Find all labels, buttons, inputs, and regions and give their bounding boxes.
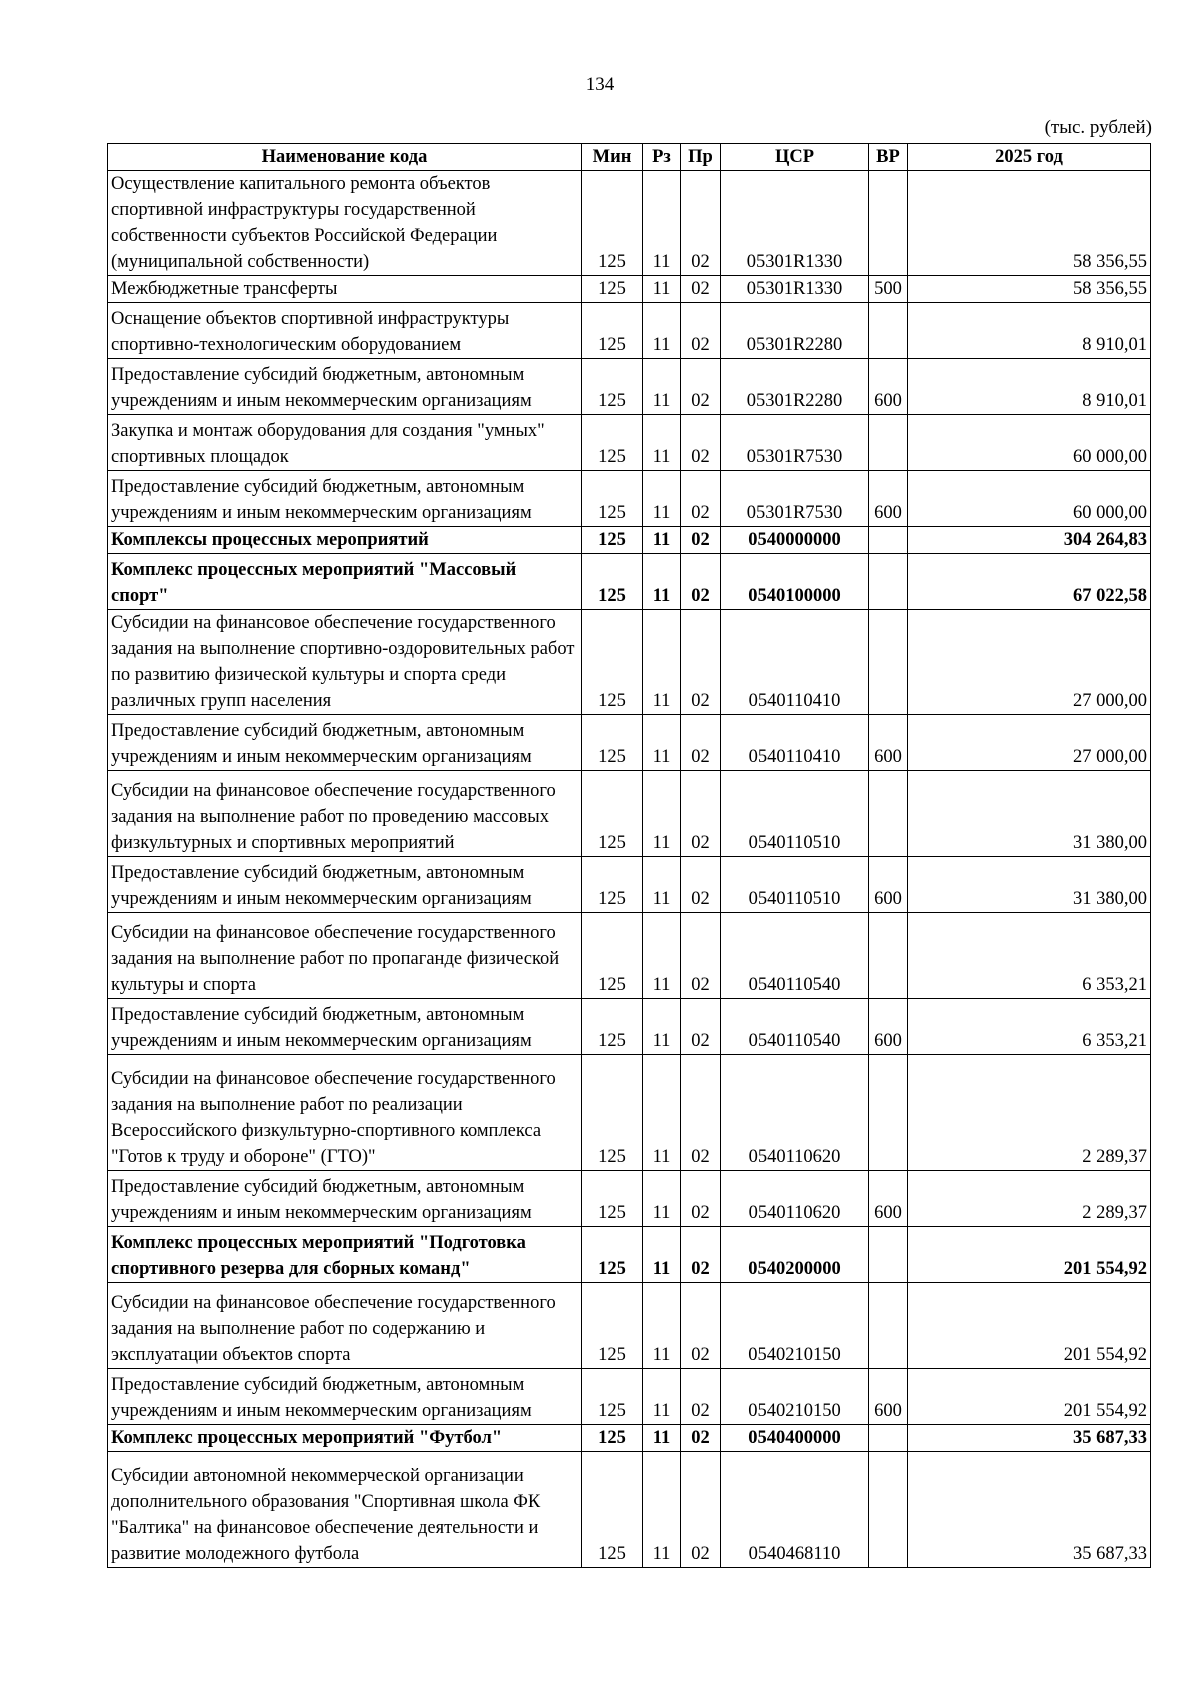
cell-pr: 02 (681, 1452, 721, 1568)
table-row (108, 359, 1151, 415)
cell-min: 125 (582, 1227, 643, 1283)
cell-min: 125 (582, 276, 643, 303)
cell-rz: 11 (643, 1227, 681, 1283)
cell-min: 125 (582, 715, 643, 771)
cell-min: 125 (582, 415, 643, 471)
cell-pr: 02 (681, 610, 721, 715)
cell-pr: 02 (681, 471, 721, 527)
cell-min: 125 (582, 171, 643, 276)
table-row (108, 276, 1151, 303)
cell-min: 125 (582, 610, 643, 715)
cell-csr: 0540468110 (721, 1452, 869, 1568)
cell-rz: 11 (643, 415, 681, 471)
cell-rz: 11 (643, 471, 681, 527)
cell-amount: 2 289,37 (908, 1055, 1151, 1171)
cell-rz: 11 (643, 1055, 681, 1171)
cell-vr: 600 (869, 471, 908, 527)
cell-pr: 02 (681, 1055, 721, 1171)
cell-rz: 11 (643, 359, 681, 415)
cell-min: 125 (582, 1171, 643, 1227)
cell-vr: 600 (869, 1171, 908, 1227)
cell-vr (869, 1283, 908, 1369)
cell-pr: 02 (681, 171, 721, 276)
cell-vr (869, 1227, 908, 1283)
cell-name: Предоставление субсидий бюджетным, автономным учреждениям и иным некоммерческим организациям (108, 999, 582, 1055)
cell-pr: 02 (681, 1369, 721, 1425)
table-row (108, 171, 1151, 276)
cell-vr (869, 171, 908, 276)
cell-rz: 11 (643, 857, 681, 913)
cell-pr: 02 (681, 1171, 721, 1227)
cell-vr: 600 (869, 999, 908, 1055)
cell-name: Комплекс процессных мероприятий "Подготовка спортивного резерва для сборных команд" (108, 1227, 582, 1283)
cell-min: 125 (582, 471, 643, 527)
cell-name: Межбюджетные трансферты (108, 276, 582, 303)
cell-name: Предоставление субсидий бюджетным, автономным учреждениям и иным некоммерческим организациям (108, 1369, 582, 1425)
table-body (108, 171, 1151, 1568)
cell-vr: 500 (869, 276, 908, 303)
cell-rz: 11 (643, 554, 681, 610)
table-row (108, 771, 1151, 857)
cell-rz: 11 (643, 171, 681, 276)
table-row (108, 1369, 1151, 1425)
cell-pr: 02 (681, 527, 721, 554)
cell-vr: 600 (869, 359, 908, 415)
table-row (108, 1055, 1151, 1171)
cell-csr: 0540110620 (721, 1055, 869, 1171)
cell-min: 125 (582, 1452, 643, 1568)
cell-vr (869, 303, 908, 359)
cell-rz: 11 (643, 527, 681, 554)
table-row (108, 1171, 1151, 1227)
cell-rz: 11 (643, 276, 681, 303)
cell-vr (869, 1055, 908, 1171)
cell-name: Субсидии на финансовое обеспечение государственного задания на выполнение работ по содержанию и эксплуатации объектов спорта (108, 1283, 582, 1369)
cell-csr: 0540000000 (721, 527, 869, 554)
cell-amount: 58 356,55 (908, 171, 1151, 276)
cell-min: 125 (582, 527, 643, 554)
cell-pr: 02 (681, 303, 721, 359)
cell-amount: 27 000,00 (908, 610, 1151, 715)
cell-csr: 0540210150 (721, 1283, 869, 1369)
cell-vr: 600 (869, 715, 908, 771)
cell-amount: 8 910,01 (908, 303, 1151, 359)
cell-rz: 11 (643, 1171, 681, 1227)
cell-rz: 11 (643, 771, 681, 857)
header-csr: ЦСР (721, 144, 869, 171)
cell-vr (869, 554, 908, 610)
cell-pr: 02 (681, 913, 721, 999)
cell-rz: 11 (643, 303, 681, 359)
cell-name: Субсидии на финансовое обеспечение государственного задания на выполнение спортивно-оздоровительных работ по развитию физической культуры и спорта среди различных групп населения (108, 610, 582, 715)
cell-csr: 0540110510 (721, 771, 869, 857)
cell-csr: 05301R7530 (721, 415, 869, 471)
cell-name: Субсидии на финансовое обеспечение государственного задания на выполнение работ по реализации Всероссийского физкультурно-спортивного комплекса "Готов к труду и обороне" (ГТО)" (108, 1055, 582, 1171)
cell-pr: 02 (681, 715, 721, 771)
cell-amount: 58 356,55 (908, 276, 1151, 303)
cell-name: Субсидии на финансовое обеспечение государственного задания на выполнение работ по проведению массовых физкультурных и спортивных мероприятий (108, 771, 582, 857)
cell-vr (869, 1452, 908, 1568)
cell-name: Субсидии автономной некоммерческой организации дополнительного образования "Спортивная школа ФК "Балтика" на финансовое обеспечение деятельности и развитие молодежного футбола (108, 1452, 582, 1568)
cell-csr: 0540110410 (721, 610, 869, 715)
table-row (108, 303, 1151, 359)
cell-pr: 02 (681, 415, 721, 471)
table-row (108, 1227, 1151, 1283)
cell-vr (869, 1425, 908, 1452)
table-row (108, 715, 1151, 771)
table-row (108, 1452, 1151, 1568)
table-row (108, 554, 1151, 610)
cell-name: Осуществление капитального ремонта объектов спортивной инфраструктуры государственной собственности субъектов Российской Федерации (муниципальной собственности) (108, 171, 582, 276)
cell-name: Субсидии на финансовое обеспечение государственного задания на выполнение работ по пропаганде физической культуры и спорта (108, 913, 582, 999)
cell-min: 125 (582, 1283, 643, 1369)
cell-name: Предоставление субсидий бюджетным, автономным учреждениям и иным некоммерческим организациям (108, 1171, 582, 1227)
cell-name: Оснащение объектов спортивной инфраструктуры спортивно-технологическим оборудованием (108, 303, 582, 359)
cell-vr (869, 527, 908, 554)
table-row (108, 913, 1151, 999)
cell-amount: 27 000,00 (908, 715, 1151, 771)
cell-csr: 0540210150 (721, 1369, 869, 1425)
cell-pr: 02 (681, 554, 721, 610)
header-name: Наименование кода (108, 144, 582, 171)
table-row (108, 527, 1151, 554)
cell-min: 125 (582, 303, 643, 359)
cell-name: Предоставление субсидий бюджетным, автономным учреждениям и иным некоммерческим организациям (108, 471, 582, 527)
table-row (108, 415, 1151, 471)
cell-pr: 02 (681, 1227, 721, 1283)
cell-name: Предоставление субсидий бюджетным, автономным учреждениям и иным некоммерческим организациям (108, 715, 582, 771)
cell-amount: 201 554,92 (908, 1369, 1151, 1425)
cell-min: 125 (582, 913, 643, 999)
budget-table (107, 143, 1151, 1568)
cell-rz: 11 (643, 715, 681, 771)
cell-csr: 0540110620 (721, 1171, 869, 1227)
cell-csr: 05301R1330 (721, 276, 869, 303)
cell-pr: 02 (681, 1283, 721, 1369)
cell-amount: 6 353,21 (908, 999, 1151, 1055)
header-rz: Рз (643, 144, 681, 171)
cell-pr: 02 (681, 1425, 721, 1452)
cell-csr: 0540400000 (721, 1425, 869, 1452)
cell-amount: 60 000,00 (908, 415, 1151, 471)
cell-min: 125 (582, 1425, 643, 1452)
table-row (108, 999, 1151, 1055)
cell-name: Предоставление субсидий бюджетным, автономным учреждениям и иным некоммерческим организациям (108, 857, 582, 913)
cell-rz: 11 (643, 1283, 681, 1369)
cell-rz: 11 (643, 999, 681, 1055)
table-header-row (108, 144, 1151, 171)
cell-vr: 600 (869, 1369, 908, 1425)
cell-pr: 02 (681, 999, 721, 1055)
cell-csr: 0540110410 (721, 715, 869, 771)
table-row (108, 610, 1151, 715)
cell-rz: 11 (643, 1369, 681, 1425)
cell-amount: 60 000,00 (908, 471, 1151, 527)
cell-name: Комплекс процессных мероприятий "Футбол" (108, 1425, 582, 1452)
cell-min: 125 (582, 999, 643, 1055)
cell-pr: 02 (681, 359, 721, 415)
cell-min: 125 (582, 554, 643, 610)
cell-csr: 0540100000 (721, 554, 869, 610)
cell-vr (869, 610, 908, 715)
cell-amount: 31 380,00 (908, 771, 1151, 857)
cell-min: 125 (582, 857, 643, 913)
cell-csr: 0540110540 (721, 913, 869, 999)
cell-amount: 201 554,92 (908, 1227, 1151, 1283)
cell-amount: 6 353,21 (908, 913, 1151, 999)
header-year: 2025 год (908, 144, 1151, 171)
cell-rz: 11 (643, 1452, 681, 1568)
table-row (108, 1283, 1151, 1369)
cell-vr (869, 913, 908, 999)
cell-rz: 11 (643, 913, 681, 999)
cell-rz: 11 (643, 610, 681, 715)
cell-pr: 02 (681, 276, 721, 303)
cell-csr: 05301R2280 (721, 359, 869, 415)
cell-csr: 05301R1330 (721, 171, 869, 276)
cell-min: 125 (582, 1369, 643, 1425)
table-row (108, 857, 1151, 913)
cell-amount: 304 264,83 (908, 527, 1151, 554)
cell-csr: 05301R2280 (721, 303, 869, 359)
cell-min: 125 (582, 1055, 643, 1171)
cell-amount: 201 554,92 (908, 1283, 1151, 1369)
cell-amount: 35 687,33 (908, 1452, 1151, 1568)
header-pr: Пр (681, 144, 721, 171)
cell-csr: 05301R7530 (721, 471, 869, 527)
cell-name: Комплекс процессных мероприятий "Массовый спорт" (108, 554, 582, 610)
cell-vr: 600 (869, 857, 908, 913)
cell-min: 125 (582, 771, 643, 857)
header-vr: ВР (869, 144, 908, 171)
cell-csr: 0540200000 (721, 1227, 869, 1283)
cell-rz: 11 (643, 1425, 681, 1452)
cell-csr: 0540110540 (721, 999, 869, 1055)
cell-amount: 35 687,33 (908, 1425, 1151, 1452)
cell-name: Предоставление субсидий бюджетным, автономным учреждениям и иным некоммерческим организациям (108, 359, 582, 415)
table-row (108, 1425, 1151, 1452)
cell-amount: 67 022,58 (908, 554, 1151, 610)
units-label: (тыс. рублей) (1044, 117, 1152, 138)
cell-pr: 02 (681, 771, 721, 857)
table-row (108, 471, 1151, 527)
cell-pr: 02 (681, 857, 721, 913)
cell-vr (869, 771, 908, 857)
cell-amount: 8 910,01 (908, 359, 1151, 415)
cell-amount: 31 380,00 (908, 857, 1151, 913)
cell-min: 125 (582, 359, 643, 415)
cell-csr: 0540110510 (721, 857, 869, 913)
cell-name: Закупка и монтаж оборудования для создания "умных" спортивных площадок (108, 415, 582, 471)
header-min: Мин (582, 144, 643, 171)
cell-name: Комплексы процессных мероприятий (108, 527, 582, 554)
cell-vr (869, 415, 908, 471)
page-number: 134 (585, 74, 615, 95)
cell-amount: 2 289,37 (908, 1171, 1151, 1227)
